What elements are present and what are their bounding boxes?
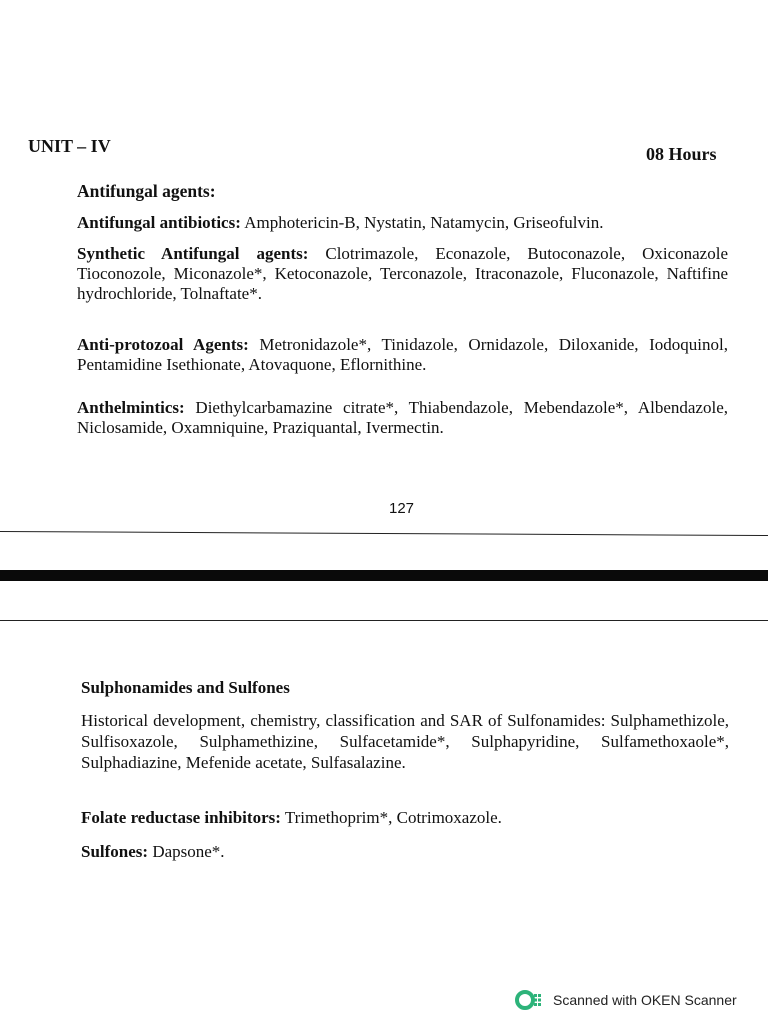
page-divider-thick [0, 570, 768, 581]
section-heading-antifungal: Antifungal agents: [77, 181, 216, 201]
paragraph-antifungal-antibiotics [77, 213, 728, 233]
unit-title: UNIT – IV [28, 136, 111, 156]
paragraph-sulphonamides [81, 710, 729, 773]
paragraph-anthelmintics [77, 398, 728, 438]
scanner-watermark [515, 989, 737, 1011]
paragraph-folate-reductase [81, 807, 729, 828]
paragraph-label: Anti-protozoal Agents: [77, 335, 249, 354]
paragraph-sulfones [81, 841, 729, 862]
unit-hours: 08 Hours [646, 144, 717, 164]
paragraph-label: Antifungal antibiotics: [77, 213, 241, 232]
paragraph-label: Anthelmintics: [77, 398, 185, 417]
paragraph-synthetic-antifungal [77, 244, 728, 304]
page-divider-top [0, 531, 768, 536]
paragraph-text: Dapsone*. [148, 842, 225, 861]
paragraph-text: Amphotericin-B, Nystatin, Natamycin, Griseofulvin. [240, 213, 604, 232]
paragraph-anti-protozoal [77, 335, 728, 375]
paragraph-text: Metronidazole*, Tinidazole, Ornidazole, Diloxanide, Iodoquinol, Pentamidine Isethionate, Atovaquone, Eflornithine. [77, 335, 728, 374]
paragraph-label: Sulfones: [81, 842, 149, 861]
oken-scanner-logo-icon [515, 989, 545, 1011]
section-heading-sulphonamides: Sulphonamides and Sulfones [81, 678, 290, 697]
watermark-text: Scanned with OKEN Scanner [553, 992, 737, 1008]
page-number: 127 [388, 500, 415, 517]
paragraph-label: Synthetic Antifungal agents: [77, 244, 309, 263]
paragraph-text: Trimethoprim*, Cotrimoxazole. [280, 808, 502, 827]
paragraph-label: Folate reductase inhibitors: [81, 808, 281, 827]
page-divider-bottom [0, 620, 768, 621]
paragraph-text: Diethylcarbamazine citrate*, Thiabendazole, Mebendazole*, Albendazole, Niclosamide, Oxamniquine, Praziquantal, Ivermectin. [77, 398, 728, 437]
paragraph-text: Historical development, chemistry, classification and SAR of Sulfonamides: Sulphamethizole, Sulfisoxazole, Sulphamethizine, Sulfacetamide*, Sulphapyridine, Sulfamethoxaole*, Sulphadiazine, Mefenide acetate, Sulfasalazine. [81, 711, 729, 772]
paragraph-text: Clotrimazole, Econazole, Butoconazole, Oxiconazole Tioconozole, Miconazole*, Ketoconazole, Terconazole, Itraconazole, Fluconazole, Naftifine hydrochloride, Tolnaftate*. [77, 244, 728, 303]
